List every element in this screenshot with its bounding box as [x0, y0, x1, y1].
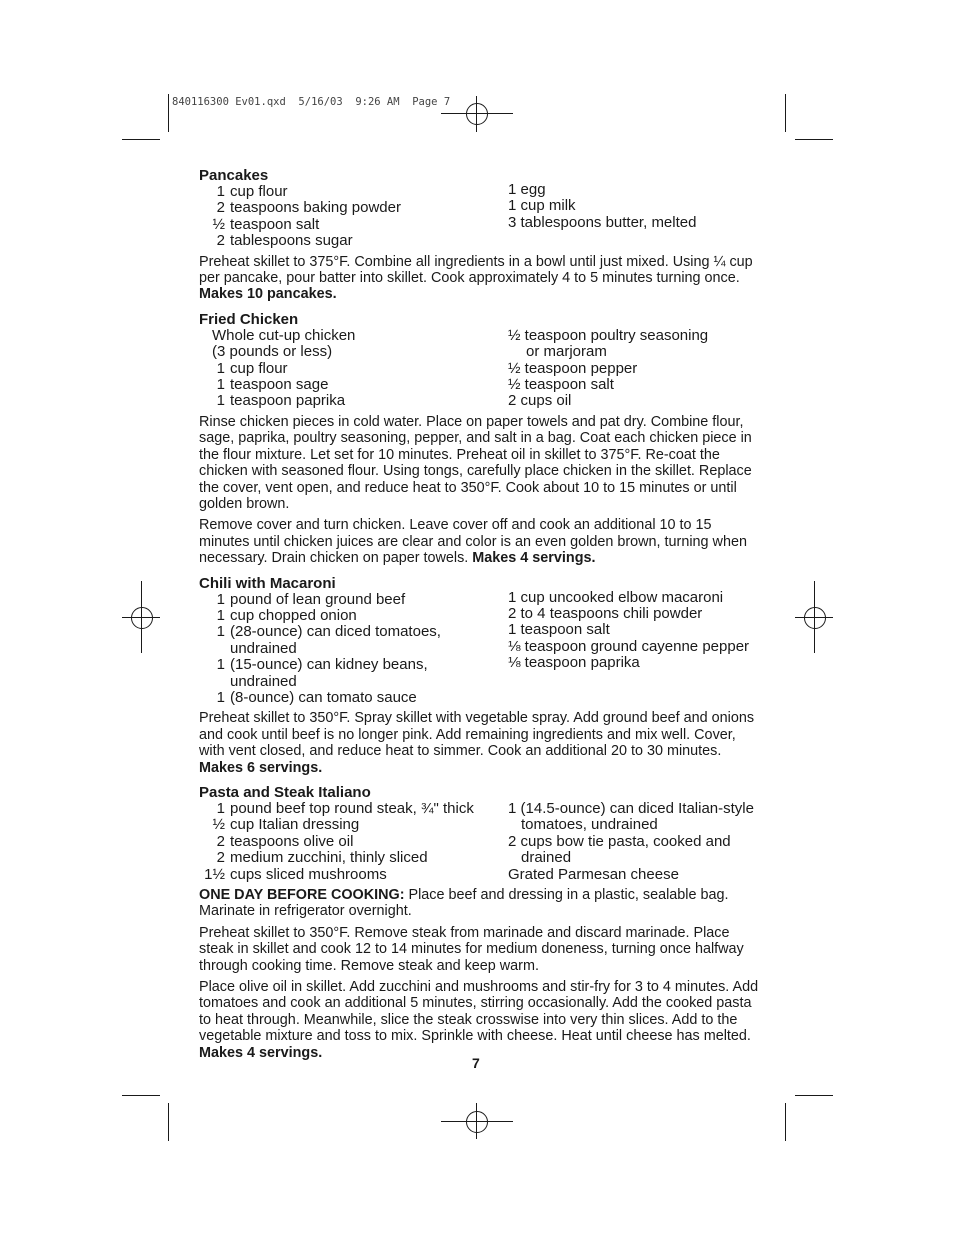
ingredient: 2 cups bow tie pasta, cooked and — [508, 832, 731, 850]
ingredient-column-right — [508, 801, 759, 883]
ingredient: 2 teaspoons olive oil — [216, 832, 354, 850]
instructions: Remove cover and turn chicken. Leave cover off and cook an additional 10 to 15 minutes until chicken juices are clear and color is an even golden brown, turning when necessary. Drain chicken on paper towels. Makes 4 servings. — [199, 517, 747, 567]
ingredient: 1 (15-ounce) can kidney beans, — [216, 656, 428, 674]
instructions: Preheat skillet to 350°F. Remove steak from marinade and discard marinade. Place steak in skillet and cook 12 to 14 minutes for medium doneness, turning once halfway through cooking time. Remove steak and keep warm. — [199, 924, 744, 974]
instructions: Preheat skillet to 375°F. Combine all ingredients in a bowl until just mixed. Using ¼ cup per pancake, pour batter into skillet. Cook approximately 4 to 5 minutes turning once. Makes 10 pancakes. — [199, 253, 753, 303]
ingredient: 1½ cups sliced mushrooms — [204, 865, 387, 883]
recipe-chili-macaroni — [199, 575, 759, 776]
ingredient: 1 egg — [508, 181, 546, 198]
ingredient-column-left — [199, 592, 508, 707]
recipe-fried-chicken — [199, 311, 759, 567]
ingredient: 1 cup chopped onion — [216, 606, 357, 624]
ingredient: ⅛ teaspoon ground cayenne pepper — [508, 637, 750, 655]
crop-mark — [122, 1095, 160, 1096]
ingredient-column-right — [508, 590, 759, 707]
ingredient: undrained — [230, 639, 297, 657]
ingredient: 1 teaspoon sage — [216, 376, 329, 394]
yield: Makes 6 servings. — [199, 759, 323, 776]
ingredient: (3 pounds or less) — [212, 343, 333, 361]
ingredient-column-right — [508, 328, 759, 410]
ingredient: 1 pound beef top round steak, ¾" thick — [216, 800, 474, 817]
recipe-pasta-steak-italiano — [199, 784, 759, 1061]
yield: Makes 4 servings. — [199, 1044, 323, 1061]
ingredient-column-left — [199, 328, 508, 410]
registration-mark — [131, 607, 153, 629]
crop-mark — [795, 1095, 833, 1096]
crop-mark — [785, 1103, 786, 1141]
recipe-title: Pasta and Steak Italiano — [199, 784, 371, 801]
ingredient: 1 (28-ounce) can diced tomatoes, — [216, 623, 441, 641]
ingredient: 1 cup milk — [508, 197, 576, 215]
ingredient-column-left — [199, 801, 508, 883]
ingredient: ½ teaspoon pepper — [508, 359, 638, 377]
ingredient-list — [199, 181, 759, 250]
yield: Makes 4 servings. — [472, 550, 596, 567]
registration-mark — [466, 103, 488, 125]
recipe-title: Fried Chicken — [199, 310, 299, 328]
ingredient: 1 teaspoon salt — [508, 621, 610, 639]
recipe-title: Pancakes — [199, 167, 269, 184]
recipe-title: Chili with Macaroni — [199, 574, 336, 592]
ingredient: 2 to 4 teaspoons chili powder — [508, 604, 703, 622]
crop-mark — [168, 94, 169, 132]
instructions: ONE DAY BEFORE COOKING: Place beef and dressing in a plastic, sealable bag. Marinate in refrigerator overnight. — [199, 887, 729, 920]
ingredient: 1 cup uncooked elbow macaroni — [508, 588, 724, 606]
file-slug: 840116300 Ev01.qxd 5/16/03 9:26 AM Page 7 — [172, 96, 451, 108]
ingredient-column-left — [199, 184, 508, 250]
crop-mark — [122, 139, 160, 140]
recipe-page — [199, 167, 759, 1069]
instructions: Place olive oil in skillet. Add zucchini and mushrooms and stir-fry for 3 to 4 minutes. Add tomatoes and cook an additional 5 minutes, stirring occasionally. Add the cooked pasta to heat through. Meanwhile, slice the steak crosswise into very thin slices. Add to the vegetable mixture and toss to mix. Sprinkle with cheese. Heat until cheese has melted. Makes 4 servings. — [199, 979, 759, 1061]
ingredient: or marjoram — [526, 343, 607, 361]
registration-mark — [466, 1111, 488, 1133]
ingredient-list — [199, 328, 759, 410]
ingredient: ½ cup Italian dressing — [212, 816, 360, 834]
ingredient-list — [199, 801, 759, 883]
ingredient: 3 tablespoons butter, melted — [508, 213, 697, 231]
crop-mark — [785, 94, 786, 132]
ingredient: Grated Parmesan cheese — [508, 865, 679, 883]
ingredient-list — [199, 588, 759, 707]
ingredient: ½ teaspoon salt — [212, 215, 320, 233]
page-number: 7 — [472, 1055, 480, 1071]
ingredient: 2 medium zucchini, thinly sliced — [216, 849, 428, 867]
yield: Makes 10 pancakes. — [199, 286, 337, 303]
ingredient: ⅛ teaspoon paprika — [508, 654, 640, 672]
ingredient: 2 teaspoons baking powder — [216, 199, 401, 217]
ingredient: drained — [521, 849, 572, 867]
ingredient: 1 pound of lean ground beef — [216, 590, 406, 608]
instructions: Preheat skillet to 350°F. Spray skillet with vegetable spray. Add ground beef and onions and cook until beef is no longer pink. Add remaining ingredients and mix well. Cover, with vent closed, and reduce heat to simmer. Cook an additional 20 to 30 minutes. Makes 6 servings. — [199, 710, 755, 776]
ingredient: Whole cut-up chicken — [212, 326, 356, 344]
crop-mark — [168, 1103, 169, 1141]
instructions: Rinse chicken pieces in cold water. Place on paper towels and pat dry. Combine flour, sage, paprika, poultry seasoning, pepper, and salt in a bag. Coat each chicken piece in the flour mixture. Let set for 10 minutes. Preheat oil in skillet to 375°F. Re-coat the chicken with seasoned flour. Using tongs, carefully place chicken in the skillet. Replace the cover, vent open, and reduce heat to 350°F. Cook about 10 to 15 minutes or until golden brown. — [199, 413, 752, 512]
ingredient: 2 cups oil — [508, 392, 572, 410]
ingredient: 1 teaspoon paprika — [216, 392, 346, 410]
crop-mark — [795, 139, 833, 140]
ingredient: ½ teaspoon poultry seasoning — [508, 326, 709, 344]
ingredient: ½ teaspoon salt — [508, 376, 614, 394]
ingredient: 1 cup flour — [216, 183, 288, 200]
ingredient: 1 (14.5-ounce) can diced Italian-style — [508, 800, 754, 817]
ingredient: tomatoes, undrained — [521, 816, 658, 834]
ingredient: 2 tablespoons sugar — [216, 232, 353, 250]
advance-note-label: ONE DAY BEFORE COOKING: — [199, 887, 405, 904]
registration-mark — [804, 607, 826, 629]
recipe-pancakes — [199, 167, 759, 303]
ingredient: 1 (8-ounce) can tomato sauce — [216, 688, 417, 706]
ingredient-column-right — [508, 182, 759, 250]
ingredient: 1 cup flour — [216, 359, 288, 377]
ingredient: undrained — [230, 672, 297, 690]
